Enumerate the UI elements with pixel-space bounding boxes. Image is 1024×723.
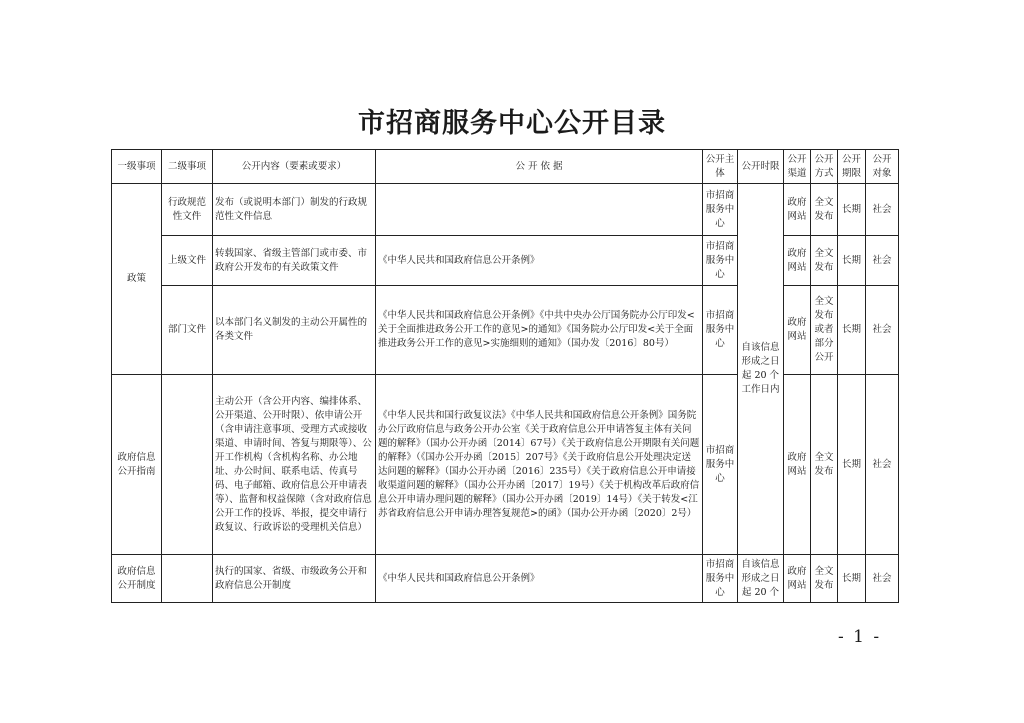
cell-period: 长期 [838,555,866,603]
cell-content: 发布（或说明本部门）制发的行政规范性文件信息 [213,184,376,236]
cell-level1: 政策 [112,184,162,375]
cell-subject: 市招商服务中心 [703,236,738,286]
cell-period: 长期 [838,184,866,236]
cell-audience: 社会 [866,184,899,236]
header-level2: 二级事项 [162,150,213,184]
cell-audience: 社会 [866,555,899,603]
cell-level1: 政府信息公开指南 [112,375,162,555]
cell-level2: 部门文件 [162,286,213,375]
header-audience: 公开对象 [866,150,899,184]
cell-channel: 政府网站 [784,236,811,286]
cell-channel: 政府网站 [784,184,811,236]
cell-method: 全文发布 [811,375,838,555]
cell-subject: 市招商服务中心 [703,184,738,236]
cell-method: 全文发布 [811,555,838,603]
cell-audience: 社会 [866,286,899,375]
cell-period: 长期 [838,375,866,555]
header-channel: 公开渠道 [784,150,811,184]
cell-level2 [162,375,213,555]
header-time-limit: 公开时限 [738,150,784,184]
cell-subject: 市招商服务中心 [703,286,738,375]
cell-channel: 政府网站 [784,375,811,555]
cell-time-limit: 自该信息形成之日起 20 个 [738,555,784,603]
cell-basis: 《中华人民共和国政府信息公开条例》《中共中央办公厅国务院办公厅印发<关于全面推进政务公开工作的意见>的通知》《国务院办公厅印发<关于全面推进政务公开工作的意见>实施细则的通知》（国办发〔2016〕80号） [376,286,703,375]
header-period: 公开期限 [838,150,866,184]
header-method: 公开方式 [811,150,838,184]
cell-level2 [162,555,213,603]
cell-level1: 政府信息公开制度 [112,555,162,603]
cell-content: 以本部门名义制发的主动公开属性的各类文件 [213,286,376,375]
cell-method: 全文发布 [811,184,838,236]
cell-basis: 《中华人民共和国行政复议法》《中华人民共和国政府信息公开条例》国务院办公厅政府信息与政务公开办公室《关于政府信息公开申请答复主体有关问题的解释》（国办公开办函〔2014〕67号）《关于政府信息公开期限有关问题的解释》（《国办公开办函〔2015〕207号》《关于政府信息公开处理决定送达问题的解释》（国办公开办函〔2016〕235号）《关于政府信息公开申请接收渠道问题的解释》（国办公开办函〔2017〕19号）《关于机构改革后政府信息公开申请办理问题的解释》（国办公开办函〔2019〕14号）《关于转发<江苏省政府信息公开申请办理答复规范>的函》（国办公开办函〔2020〕2号） [376,375,703,555]
cell-method: 全文发布或者部分公开 [811,286,838,375]
cell-subject: 市招商服务中心 [703,555,738,603]
cell-basis: 《中华人民共和国政府信息公开条例》 [376,555,703,603]
cell-level2: 行政规范性文件 [162,184,213,236]
cell-period: 长期 [838,236,866,286]
cell-basis [376,184,703,236]
cell-level2: 上级文件 [162,236,213,286]
header-subject: 公开主体 [703,150,738,184]
cell-audience: 社会 [866,375,899,555]
cell-audience: 社会 [866,236,899,286]
cell-content: 执行的国家、省级、市级政务公开和政府信息公开制度 [213,555,376,603]
cell-content: 主动公开（含公开内容、编排体系、公开渠道、公开时限）、依申请公开（含申请注意事项、受理方式或接收渠道、申请时间、答复与期限等）、公开工作机构（含机构名称、办公地址、办公时间、联系电话、传真号码、电子邮箱、政府信息公开申请表等）、监督和权益保障（含对政府信息公开工作的投诉、举报，提交申请行政复议、行政诉讼的受理机关信息） [213,375,376,555]
header-content: 公开内容（要素或要求） [213,150,376,184]
cell-content: 转载国家、省级主管部门或市委、市政府公开发布的有关政策文件 [213,236,376,286]
cell-basis: 《中华人民共和国政府信息公开条例》 [376,236,703,286]
cell-channel: 政府网站 [784,286,811,375]
cell-method: 全文发布 [811,236,838,286]
table-row [112,184,899,236]
header-row [112,150,899,184]
cell-period: 长期 [838,286,866,375]
table-row [112,555,899,603]
header-basis: 公 开 依 据 [376,150,703,184]
cell-channel: 政府网站 [784,555,811,603]
page-number: - 1 - [838,627,882,647]
header-level1: 一级事项 [112,150,162,184]
cell-time-limit: 自该信息形成之日起 20 个工作日内 [738,184,784,555]
catalog-table [111,149,899,603]
page-title: 市招商服务中心公开目录 [358,108,666,139]
cell-subject: 市招商服务中心 [703,375,738,555]
